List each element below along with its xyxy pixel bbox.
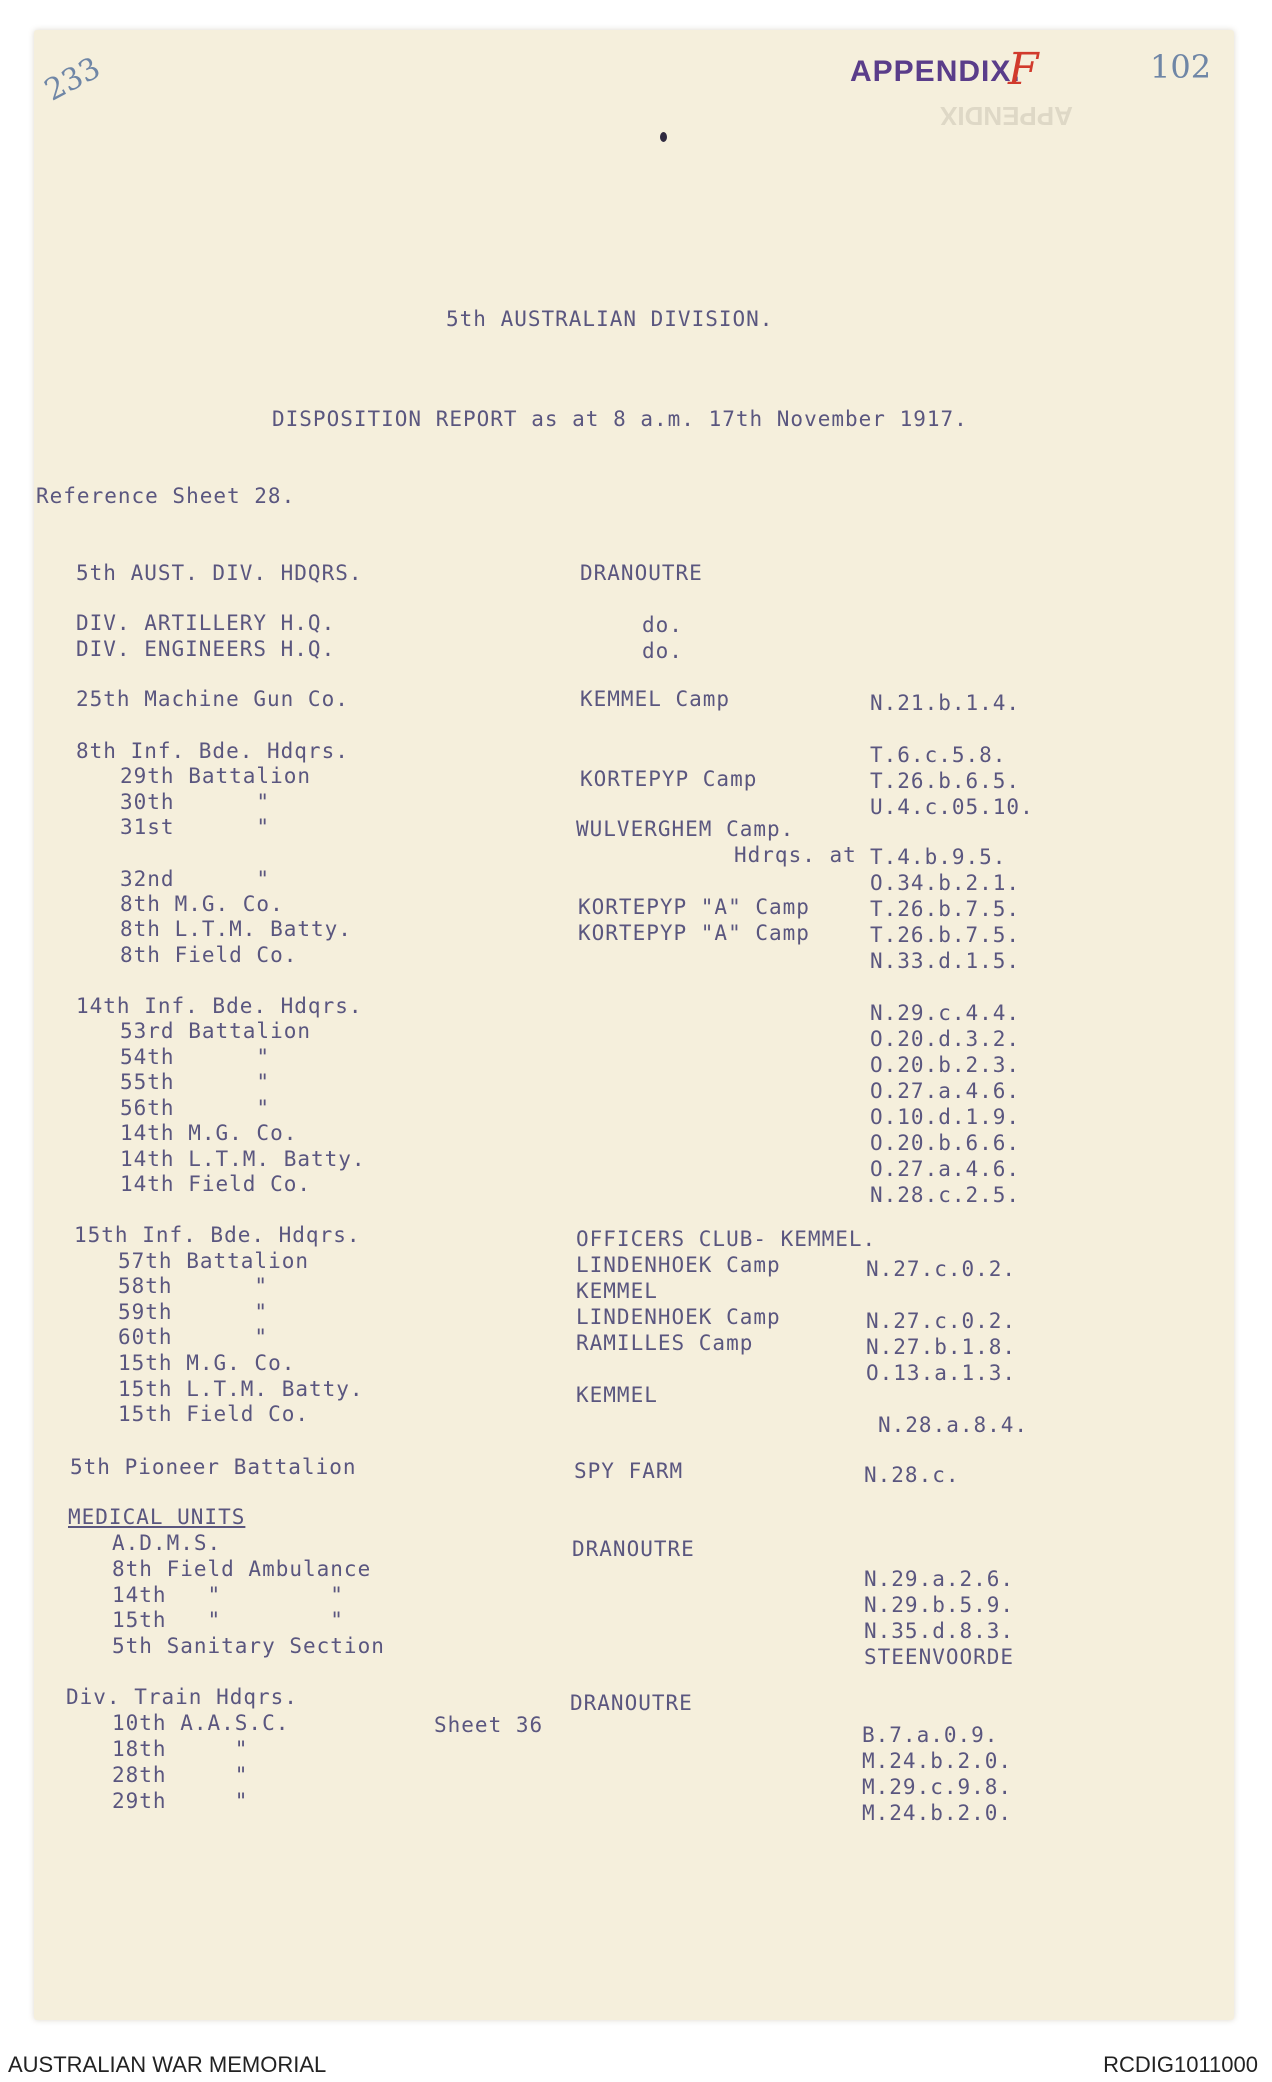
unit-div-hq: 5th AUST. DIV. HDQRS. bbox=[76, 561, 363, 585]
unit-8-fc: 8th Field Co. bbox=[120, 943, 298, 967]
unit-14-fa: 14th " " bbox=[112, 1583, 344, 1607]
ref-14-fa: N.29.b.5.9. bbox=[864, 1593, 1015, 1617]
ref-55-bn: O.27.a.4.6. bbox=[870, 1079, 1021, 1103]
ref-18-aasc: M.24.b.2.0. bbox=[862, 1749, 1013, 1773]
footer-record-id: RCDIG1011000 bbox=[1103, 2052, 1258, 2077]
unit-55-bn: 55th " bbox=[120, 1070, 271, 1094]
location-15-bde-hq: OFFICERS CLUB- KEMMEL. bbox=[576, 1227, 877, 1251]
ref-53-bn: O.20.d.3.2. bbox=[870, 1027, 1021, 1051]
unit-29-bn: 29th Battalion bbox=[120, 764, 312, 788]
unit-54-bn: 54th " bbox=[120, 1045, 271, 1069]
location-58-bn: KEMMEL bbox=[576, 1279, 658, 1303]
ref-15-mg: O.13.a.1.3. bbox=[866, 1361, 1017, 1385]
unit-15-mg: 15th M.G. Co. bbox=[118, 1351, 296, 1375]
unit-57-bn: 57th Battalion bbox=[118, 1249, 310, 1273]
unit-29-aasc: 29th " bbox=[112, 1789, 249, 1813]
location-57-bn: LINDENHOEK Camp bbox=[576, 1253, 781, 1277]
ref-5-pioneer: N.28.c. bbox=[864, 1463, 960, 1487]
unit-14-ltm: 14th L.T.M. Batty. bbox=[120, 1147, 366, 1171]
unit-15-bde-hq: 15th Inf. Bde. Hdqrs. bbox=[74, 1223, 361, 1247]
bleed-through-stamp: APPENDIX bbox=[940, 101, 1073, 131]
ref-8-ltm: T.26.b.7.5. bbox=[870, 923, 1021, 947]
unit-14-bde-hq: 14th Inf. Bde. Hdqrs. bbox=[76, 994, 363, 1018]
ref-14-fc: N.28.c.2.5. bbox=[870, 1183, 1021, 1207]
ref-32-bn: O.34.b.2.1. bbox=[870, 871, 1021, 895]
ref-8-bde-hq: T.6.c.5.8. bbox=[870, 743, 1007, 767]
appendix-letter: F bbox=[1008, 44, 1039, 95]
ref-59-bn: N.27.c.0.2. bbox=[866, 1309, 1017, 1333]
ref-10-aasc: B.7.a.0.9. bbox=[862, 1723, 999, 1747]
unit-56-bn: 56th " bbox=[120, 1096, 271, 1120]
unit-31-bn: 31st " bbox=[120, 815, 271, 839]
ref-14-mg: O.20.b.6.6. bbox=[870, 1131, 1021, 1155]
ref-14-bde-hq: N.29.c.4.4. bbox=[870, 1001, 1021, 1025]
folio-number: 102 bbox=[1150, 48, 1212, 86]
unit-28-aasc: 28th " bbox=[112, 1763, 249, 1787]
location-div-hq: DRANOUTRE bbox=[580, 561, 703, 585]
unit-58-bn: 58th " bbox=[118, 1274, 269, 1298]
ref-56-bn: O.10.d.1.9. bbox=[870, 1105, 1021, 1129]
ref-60-bn: N.27.b.1.8. bbox=[866, 1335, 1017, 1359]
unit-8-mg: 8th M.G. Co. bbox=[120, 892, 284, 916]
location-25-mg: KEMMEL Camp bbox=[580, 687, 731, 711]
unit-14-fc: 14th Field Co. bbox=[120, 1172, 312, 1196]
unit-5-sanitary: 5th Sanitary Section bbox=[112, 1634, 385, 1658]
ref-57-bn: N.27.c.0.2. bbox=[866, 1257, 1017, 1281]
ref-15-fc: N.28.a.8.4. bbox=[878, 1413, 1029, 1437]
ref-25-mg: N.21.b.1.4. bbox=[870, 691, 1021, 715]
ref-30-bn: U.4.c.05.10. bbox=[870, 795, 1034, 819]
unit-59-bn: 59th " bbox=[118, 1300, 269, 1324]
location-adms: DRANOUTRE bbox=[572, 1537, 695, 1561]
unit-5-pioneer: 5th Pioneer Battalion bbox=[70, 1455, 357, 1479]
location-60-bn: RAMILLES Camp bbox=[576, 1331, 754, 1355]
medical-units-heading: MEDICAL UNITS bbox=[68, 1505, 246, 1529]
unit-div-engineers: DIV. ENGINEERS H.Q. bbox=[76, 637, 336, 661]
footer-institution: AUSTRALIAN WAR MEMORIAL bbox=[8, 2052, 327, 2077]
ref-29-aasc: M.24.b.2.0. bbox=[862, 1801, 1013, 1825]
sheet-36-reference: Sheet 36 bbox=[434, 1713, 544, 1737]
ref-28-aasc: M.29.c.9.8. bbox=[862, 1775, 1013, 1799]
hq-31-bn: Hdrqs. at bbox=[734, 843, 857, 867]
ref-14-ltm: O.27.a.4.6. bbox=[870, 1157, 1021, 1181]
location-59-bn: LINDENHOEK Camp bbox=[576, 1305, 781, 1329]
ref-8-fc: N.33.d.1.5. bbox=[870, 949, 1021, 973]
ref-54-bn: O.20.b.2.3. bbox=[870, 1053, 1021, 1077]
ref-8-mg: T.26.b.7.5. bbox=[870, 897, 1021, 921]
document-subtitle: DISPOSITION REPORT as at 8 a.m. 17th November 1917. bbox=[272, 407, 968, 431]
unit-div-train-hq: Div. Train Hdqrs. bbox=[66, 1685, 298, 1709]
unit-15-fa: 15th " " bbox=[112, 1608, 344, 1632]
ditto-artillery: do. bbox=[642, 613, 683, 637]
unit-15-ltm: 15th L.T.M. Batty. bbox=[118, 1377, 364, 1401]
handwritten-page-number: 233 bbox=[39, 50, 107, 109]
ink-dot bbox=[660, 132, 667, 142]
ref-5-sanitary: STEENVOORDE bbox=[864, 1645, 1015, 1669]
unit-8-bde-hq: 8th Inf. Bde. Hdqrs. bbox=[76, 739, 349, 763]
appendix-stamp: APPENDIX. bbox=[850, 55, 1021, 88]
location-31-bn: WULVERGHEM Camp. bbox=[576, 817, 795, 841]
unit-30-bn: 30th " bbox=[120, 790, 271, 814]
unit-8-ltm: 8th L.T.M. Batty. bbox=[120, 917, 352, 941]
ref-29-bn: T.26.b.6.5. bbox=[870, 769, 1021, 793]
unit-53-bn: 53rd Battalion bbox=[120, 1019, 312, 1043]
unit-10-aasc: 10th A.A.S.C. bbox=[112, 1711, 290, 1735]
ref-8-fa: N.29.a.2.6. bbox=[864, 1567, 1015, 1591]
location-div-train: DRANOUTRE bbox=[570, 1691, 693, 1715]
location-8-mg: KORTEPYP "A" Camp bbox=[578, 895, 810, 919]
unit-adms: A.D.M.S. bbox=[112, 1531, 222, 1555]
unit-25-mg: 25th Machine Gun Co. bbox=[76, 687, 349, 711]
unit-60-bn: 60th " bbox=[118, 1325, 269, 1349]
ref-31-bn: T.4.b.9.5. bbox=[870, 845, 1007, 869]
unit-div-artillery: DIV. ARTILLERY H.Q. bbox=[76, 611, 336, 635]
location-29-bn: KORTEPYP Camp bbox=[580, 767, 758, 791]
unit-14-mg: 14th M.G. Co. bbox=[120, 1121, 298, 1145]
ref-15-fa: N.35.d.8.3. bbox=[864, 1619, 1015, 1643]
unit-32-bn: 32nd " bbox=[120, 867, 271, 891]
unit-15-fc: 15th Field Co. bbox=[118, 1402, 310, 1426]
ditto-engineers: do. bbox=[642, 639, 683, 663]
location-15-ltm: KEMMEL bbox=[576, 1383, 658, 1407]
location-8-ltm: KORTEPYP "A" Camp bbox=[578, 921, 810, 945]
unit-18-aasc: 18th " bbox=[112, 1737, 249, 1761]
reference-sheet: Reference Sheet 28. bbox=[36, 484, 296, 508]
location-5-pioneer: SPY FARM bbox=[574, 1459, 684, 1483]
unit-8-fa: 8th Field Ambulance bbox=[112, 1557, 372, 1581]
document-title: 5th AUSTRALIAN DIVISION. bbox=[446, 307, 774, 331]
